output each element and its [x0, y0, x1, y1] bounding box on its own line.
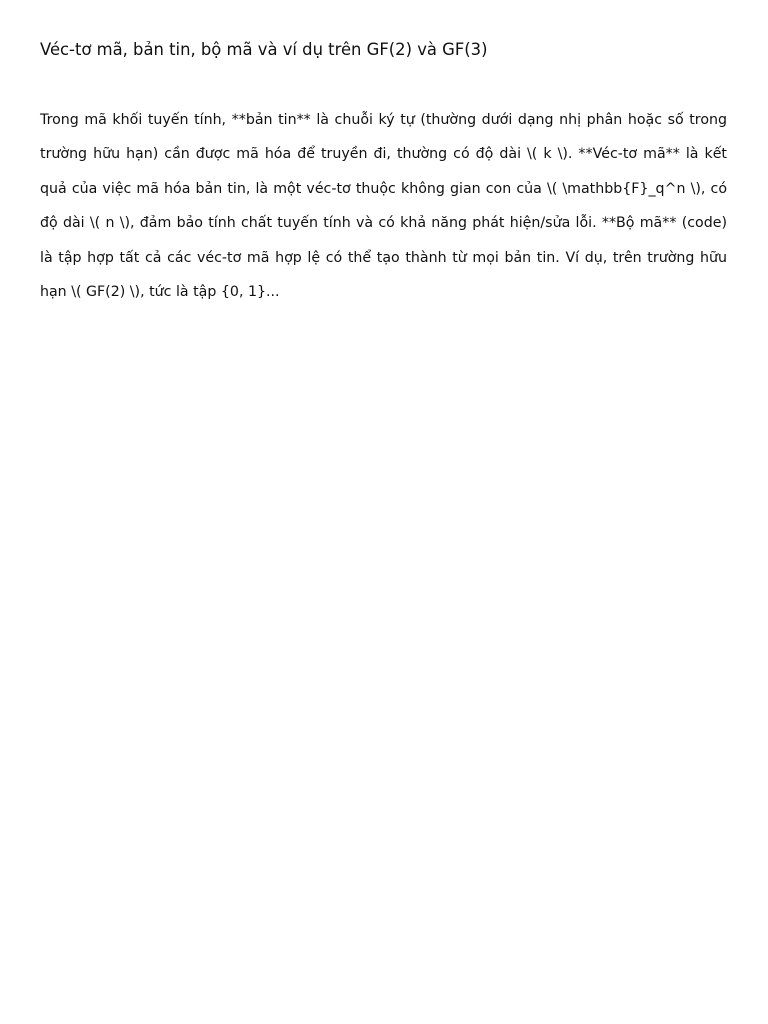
document-paragraph: Trong mã khối tuyến tính, **bản tin** là chuỗi ký tự (thường dưới dạng nhị phân hoặc số trong trường hữu hạn) cần được mã hóa để truyền đi, thường có độ dài \( k \). **Véc-tơ mã** là kết quả của việc mã hóa bản tin, là một véc-tơ thuộc không gian con của \( \mathbb{F}_q^n \), có độ dài \( n \), đảm bảo tính chất tuyến tính và có khả năng phát hiện/sửa lỗi. **Bộ mã** (code) là tập hợp tất cả các véc-tơ mã hợp lệ có thể tạo thành từ mọi bản tin. Ví dụ, trên trường hữu hạn \( GF(2) \), tức là tập {0, 1}...	[40, 112, 727, 301]
document-title: Véc-tơ mã, bản tin, bộ mã và ví dụ trên GF(2) và GF(3)	[40, 40, 488, 59]
